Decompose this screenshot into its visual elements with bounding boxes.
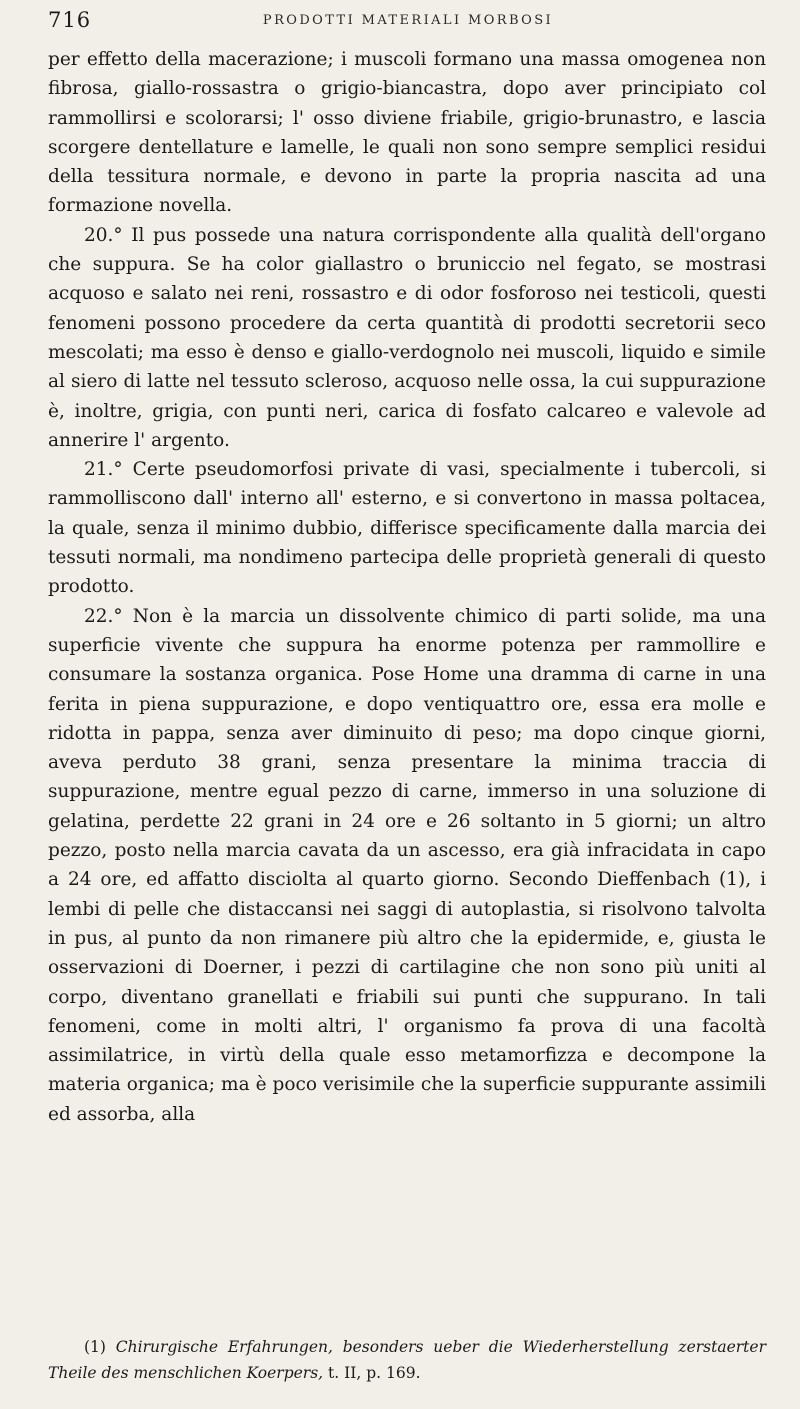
body-text <box>48 45 766 1129</box>
paragraph-21: 21.° Certe pseudomorfosi private di vasi, specialmente i tubercoli, si rammolliscono dall' interno all' esterno, e si convertono in massa poltacea, la quale, senza il minimo dubbio, differisce specificamente dalla marcia dei tessuti normali, ma nondimeno partecipa delle proprietà generali di questo prodotto. <box>48 459 766 598</box>
footnote-mark: (1) <box>84 1338 106 1356</box>
page-number: 716 <box>48 8 92 32</box>
paragraph-20: 20.° Il pus possede una natura corrispondente alla qualità dell'organo che suppura. Se ha color giallastro o bruniccio nel fegato, se mostrasi acquoso e salato nei reni, rossastro e di odor fosforoso nei testicoli, questi fenomeni possono procedere da certa quantità di prodotti secretorii seco mescolati; ma esso è denso e giallo-verdognolo nei muscoli, liquido e simile al siero di latte nel tessuto scleroso, acquoso nelle ossa, la cui suppurazione è, inoltre, grigia, con punti neri, carica di fosfato calcareo e valevole ad annerire l' argento. <box>48 224 766 451</box>
running-head-title: PRODOTTI MATERIALI MORBOSI <box>262 13 554 28</box>
footnote-title: Chirurgische Erfahrungen, besonders ueber die Wiederherstellung zerstaerter Theile des menschlichen Koerpers, <box>48 1338 766 1382</box>
footnote-reference: t. II, p. 169. <box>323 1364 421 1382</box>
paragraph-continuation: per effetto della macerazione; i muscoli formano una massa omogenea non fibrosa, giallo-rossastra o grigio-biancastra, dopo aver principiato col rammollirsi e scolorarsi; l' osso diviene friabile, grigio-brunastro, e lascia scorgere dentellature e lamelle, le quali non sono sempre semplici residui della tessitura normale, e devono in parte la propria nascita ad una formazione novella. <box>48 49 766 217</box>
footnote <box>48 1334 766 1386</box>
paragraph-22: 22.° Non è la marcia un dissolvente chimico di parti solide, ma una superficie vivente che suppura ha enorme potenza per rammollire e consumare la sostanza organica. Pose Home una dramma di carne in una ferita in piena suppurazione, e dopo ventiquattro ore, essa era molle e ridotta in pappa, senza aver diminuito di peso; ma dopo cinque giorni, aveva perduto 38 grani, senza presentare la minima traccia di suppurazione, mentre egual pezzo di carne, immerso in una soluzione di gelatina, perdette 22 grani in 24 ore e 26 soltanto in 5 giorni; un altro pezzo, posto nella marcia cavata da un ascesso, era già infracidata in capo a 24 ore, ed affatto disciolta al quarto giorno. Secondo Dieffenbach (1), i lembi di pelle che distaccansi nei saggi di autoplastia, si risolvono talvolta in pus, al punto da non rimanere più altro che la epidermide, e, giusta le osservazioni di Doerner, i pezzi di cartilagine che non sono più uniti al corpo, diventano granellati e friabili sui punti che suppurano. In tali fenomeni, come in molti altri, l' organismo fa prova di una facoltà assimilatrice, in virtù della quale esso metamorfizza e decompone la materia organica; ma è poco verisimile che la superficie suppurante assimili ed assorba, alla <box>48 605 766 1125</box>
running-head <box>48 8 768 34</box>
